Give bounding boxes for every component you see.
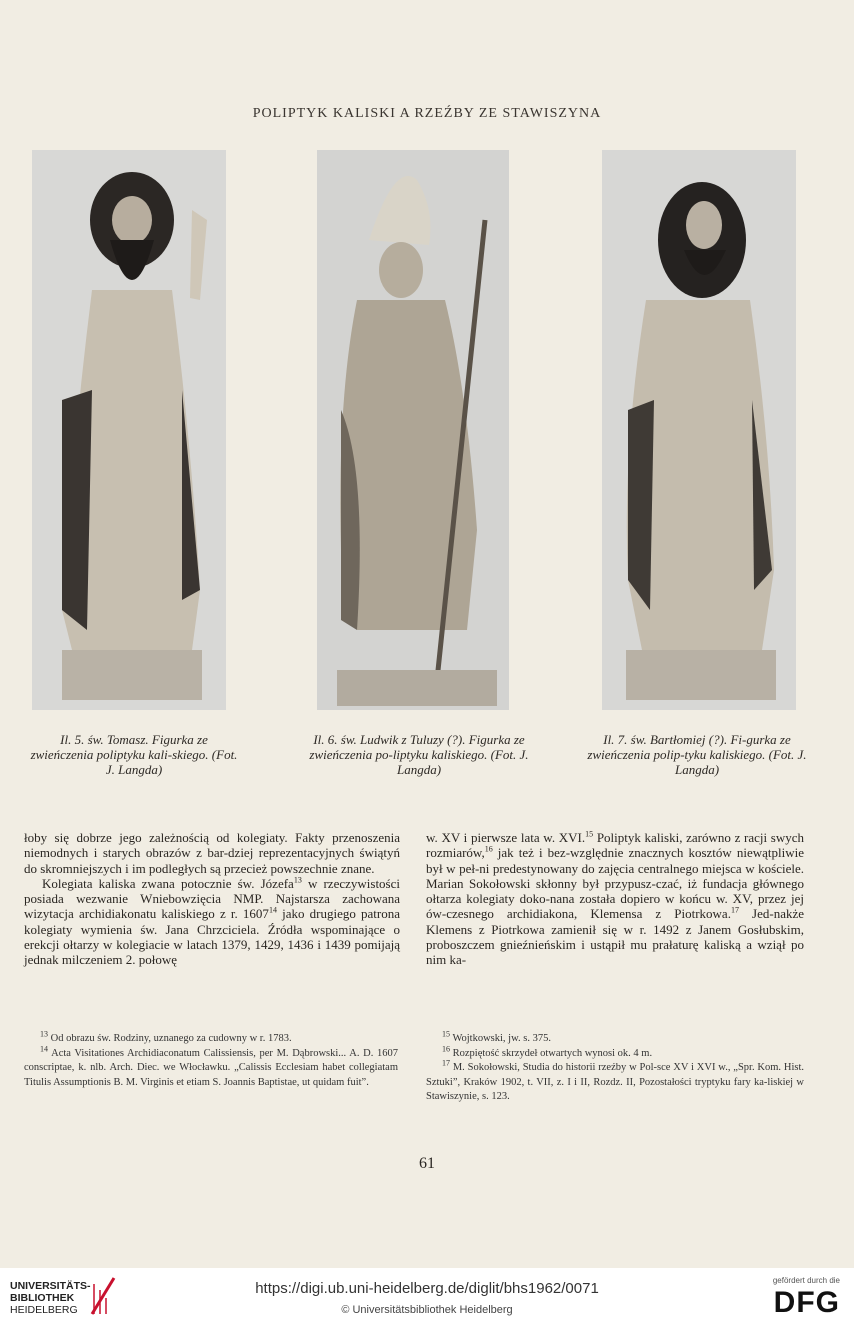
- figure-plate-2: [317, 150, 509, 710]
- footnote: $^{15}$ Wojtkowski, jw. s. 375.: [442, 1029, 551, 1044]
- statue-photo-icon: [317, 150, 509, 710]
- funding-note: gefördert durch die: [772, 1276, 840, 1285]
- figure-plate-3: [602, 150, 796, 710]
- library-logo-text[interactable]: UNIVERSITÄTS- BIBLIOTHEK HEIDELBERG: [10, 1280, 91, 1316]
- figure-caption-3: Il. 7. św. Bartłomiej (?). Fi-gurka ze zwieńczenia polip-tyku kaliskiego. (Fot. J. Langda): [587, 732, 807, 777]
- footnote: $^{13}$ Od obrazu św. Rodziny, uznanego za cudowny w r. 1783.: [40, 1029, 292, 1044]
- running-title: POLIPTYK KALISKI A RZEŹBY ZE STAWISZYNA: [252, 106, 602, 121]
- body-paragraph: Kolegiata kaliska zwana potocznie św. Józefa$^{13}$ w rzeczywistości posiada wezwanie Wniebowzięcia NMP. Najstarsza zachowana wizytacja archidiakonatu kaliskiego z r. 1607$^{14}$ jako drugiego patrona kolegiaty wymienia św. Jana Chrzciciela. Źródła wspominające o erekcji ołtarzy w kolegiacie w latach 1379, 1429, 1436 i 1439 pomijają jednak milczeniem 2. połowę: [24, 875, 401, 968]
- copyright-notice: © Universitätsbibliothek Heidelberg: [341, 1304, 513, 1316]
- body-paragraph: w. XV i pierwsze lata w. XVI.$^{15}$ Poliptyk kaliski, zarówno z racji swych rozmiarów,$^{16}$ jak też i bez-względnie znacznych kosztów niewątpliwie był w peł-ni predestynowany do zajęcia centralnego miejsca w kościele. Marian Sokołowski skłonny był przypusz-czać, iż fundacja głównego ołtarza kolegiaty doko-nana została dopiero w końcu w. XV, przez jej ów-czesnego archidiakona, Klemensa z Piotrkowa.$^{17}$ Jed-nakże Klemens z Piotrkowa zamienił się w r. 1492 z Janem Gosłubskim, proboszczem gnieźnieńskim i ustąpił mu prałaturę kaliską a wziął po nim ka-: [426, 829, 805, 968]
- body-column-right: [426, 830, 804, 968]
- statue-photo-icon: [602, 150, 796, 710]
- footnote: $^{17}$ M. Sokołowski, Studia do historii rzeźby w Pol-sce XV i XVI w., „Spr. Kom. Hist. Sztuki”, Kraków 1902, t. VII, z. I i II, Rozdz. II, Pozostałości tryptyku fary ka-liskiej w Stawiszynie, s. 123.: [426, 1058, 804, 1103]
- footnote: $^{14}$ Acta Visitationes Archidiaconatum Calissiensis, per M. Dąbrowski... A. D. 1607 conscriptae, k. nlb. Arch. Diec. we Włocławku. „Calissis Ecclesiam habet collegiatam Titulis Assumptionis B. M. Virginis et etiam S. Joannis Baptistae, ut quidam fuit”.: [24, 1044, 399, 1088]
- body-paragraph: łoby się dobrze jego zależnością od kolegiaty. Fakty przenoszenia niemodnych i starych obrazów z bar-dziej reprezentacyjnych świątyń do skromniejszych i im podległych są przecież powszechnie znane.: [24, 830, 400, 876]
- footnote-ref[interactable]: 15: [585, 829, 594, 839]
- dfg-logo[interactable]: DFG: [773, 1286, 840, 1319]
- body-column-left: [24, 830, 400, 968]
- footnote-ref[interactable]: 16: [484, 844, 493, 854]
- page-number: 61: [419, 1155, 435, 1172]
- footnote-ref[interactable]: 13: [293, 875, 302, 885]
- footnote-ref[interactable]: 17: [730, 906, 739, 916]
- figure-caption-1: Il. 5. św. Tomasz. Figurka ze zwieńczenia poliptyku kali-skiego. (Fot. J. Langda): [30, 732, 238, 777]
- viewer-footer: [0, 1268, 854, 1328]
- statue-photo-icon: [32, 150, 226, 710]
- footnotes-right: [426, 1029, 804, 1105]
- permalink-url[interactable]: https://digi.ub.uni-heidelberg.de/diglit/bhs1962/0071: [255, 1280, 599, 1297]
- footnote-ref[interactable]: 14: [268, 906, 277, 916]
- figure-plate-1: [32, 150, 226, 710]
- footnote: $^{16}$ Rozpiętość skrzydeł otwartych wynosi ok. 4 m.: [442, 1044, 653, 1059]
- footnotes-left: [24, 1029, 399, 1090]
- figure-caption-2: Il. 6. św. Ludwik z Tuluzy (?). Figurka ze zwieńczenia po-liptyku kaliskiego. (Fot. J. Langda): [309, 732, 529, 777]
